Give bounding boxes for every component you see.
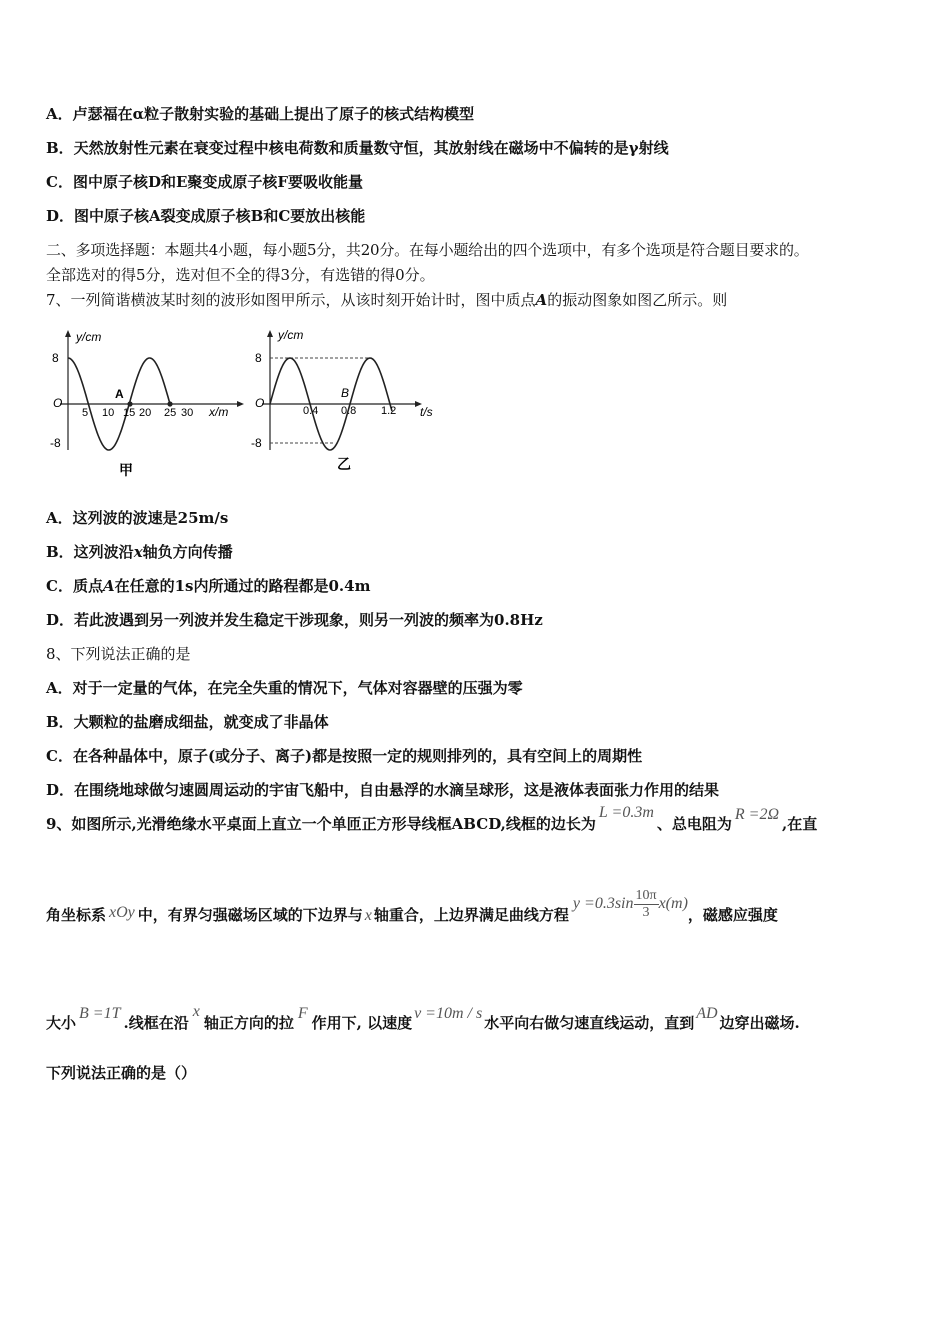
- q8-option-d: D．在围绕地球做匀速圆周运动的宇宙飞船中，自由悬浮的水滴呈球形，这是液体表面张力作用的结果: [46, 781, 720, 799]
- figure-caption: 甲: [119, 462, 133, 478]
- math-curve-equation: y =0.3sin $\frac{10\pi}{3}$ x(m): [572, 888, 688, 920]
- figure-caption: 乙: [337, 456, 351, 472]
- section2-header-line2: 全部选对的得5分，选对但不全的得3分，有选错的得0分。: [46, 266, 435, 284]
- y-axis-arrow: [65, 330, 71, 337]
- y-axis-arrow: [267, 330, 273, 337]
- math-x: x: [364, 907, 372, 925]
- math-v: v =10m / s: [414, 1005, 483, 1022]
- origin-label: O: [53, 396, 63, 410]
- q7-option-c: C．质点A在任意的1s内所通过的路程都是0.4m: [46, 577, 371, 595]
- q7-stem: 7、一列简谐横波某时刻的波形如图甲所示，从该时刻开始计时，图中质点A的振动图象如图乙所示。则: [46, 291, 728, 309]
- y-max-label: 8: [255, 351, 262, 365]
- q6-option-a: A．卢瑟福在α粒子散射实验的基础上提出了原子的核式结构模型: [46, 105, 475, 123]
- section2-header-line1: 二、多项选择题：本题共4小题，每小题5分，共20分。在每小题给出的四个选项中，有多个选项是符合题目要求的。: [46, 241, 809, 259]
- q9-line-1: 9、如图所示,光滑绝缘水平桌面上直立一个单匝正方形导线框ABCD,线框的边长为L =0.3m、总电阻为R =2Ω,在直: [46, 804, 818, 833]
- q7-figure-vibration: [248, 326, 448, 486]
- y-max-label: 8: [52, 351, 59, 365]
- q8-option-b: B．大颗粒的盐磨成细盐，就变成了非晶体: [46, 713, 329, 731]
- point-a-label: A: [115, 387, 124, 401]
- point-25-dot: [167, 401, 172, 406]
- y-axis-label: y/cm: [76, 330, 102, 344]
- math-B: B =1T: [79, 1005, 121, 1022]
- q7-option-d: D．若此波遇到另一列波并发生稳定干涉现象，则另一列波的频率为0.8Hz: [46, 611, 543, 629]
- math-x2: x: [192, 1003, 200, 1020]
- y-min-label: -8: [251, 436, 262, 450]
- q7-option-a: A．这列波的波速是25m/s: [46, 509, 229, 527]
- point-a-dot: [127, 401, 132, 406]
- q7-option-b: B．这列波沿x轴负方向传播: [46, 543, 233, 561]
- t-tick-1.2: 1.2: [381, 405, 397, 417]
- origin-label: O: [255, 396, 265, 410]
- x-tick-30: 30: [181, 407, 194, 419]
- x-tick-20: 20: [139, 407, 152, 419]
- x-axis-arrow: [237, 401, 244, 407]
- x-axis-label: x/m: [209, 405, 229, 419]
- q8-option-c: C．在各种晶体中，原子(或分子、离子)都是按照一定的规则排列的，具有空间上的周期性: [46, 747, 643, 765]
- math-F: F: [297, 1005, 308, 1022]
- x-tick-25: 25: [164, 407, 177, 419]
- math-xOy: xOy: [109, 904, 135, 922]
- t-axis-label: t/s: [420, 405, 433, 419]
- q9-question: 下列说法正确的是（）: [46, 1064, 197, 1082]
- x-tick-10: 10: [102, 407, 115, 419]
- q6-option-c: C．图中原子核D和E聚变成原子核F要吸收能量: [46, 173, 364, 191]
- math-R: R =2Ω: [734, 806, 780, 823]
- q6-option-b: B．天然放射性元素在衰变过程中核电荷数和质量数守恒，其放射线在磁场中不偏转的是γ射线: [46, 139, 669, 157]
- q8-option-a: A．对于一定量的气体，在完全失重的情况下，气体对容器壁的压强为零: [46, 679, 523, 697]
- math-AD: AD: [696, 1005, 718, 1022]
- y-axis-label: y/cm: [278, 328, 304, 342]
- q9-line-2: 角坐标系 xOy 中，有界匀强磁场区域的下边界与 x 轴重合，上边界满足曲线方程y =0.3sin $\frac{10\pi}{3}$ x(m)，磁感应强度: [46, 888, 778, 925]
- t-tick-0.4: 0.4: [303, 405, 319, 417]
- x-tick-5: 5: [82, 407, 89, 419]
- y-min-label: -8: [50, 436, 61, 450]
- math-L: L =0.3m: [598, 804, 654, 821]
- point-b-label: B: [341, 386, 350, 400]
- q8-stem: 8、下列说法正确的是: [46, 645, 191, 663]
- q9-line-3: 大小B =1T.线框在沿x轴正方向的拉F作用下, 以速度v =10m / s水平向右做匀速直线运动，直到AD边穿出磁场.: [46, 1003, 800, 1032]
- q7-figure-wave: [46, 326, 246, 486]
- q6-option-d: D．图中原子核A裂变成原子核B和C要放出核能: [46, 207, 366, 225]
- t-tick-0.8: 0.8: [341, 405, 357, 417]
- x-tick-15: 15: [123, 407, 136, 419]
